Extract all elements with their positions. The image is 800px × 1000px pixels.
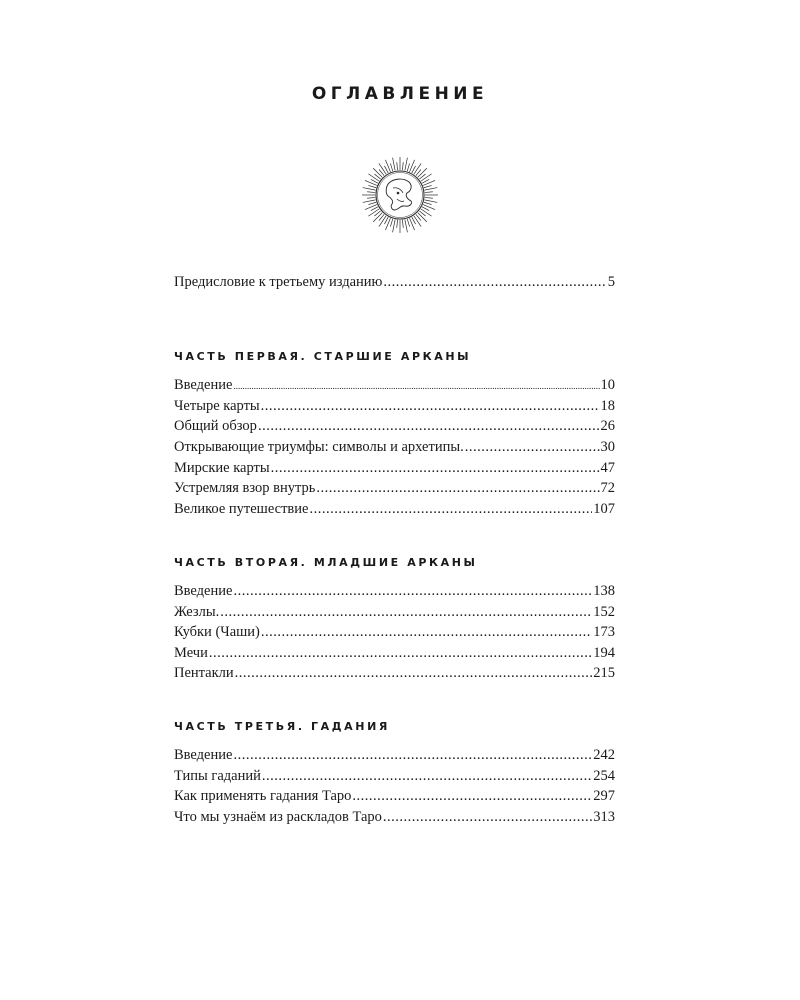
toc-entry-page: 254 bbox=[593, 768, 615, 784]
toc-leader-dots bbox=[309, 499, 592, 519]
page-title: ОГЛАВЛЕНИЕ bbox=[311, 84, 489, 104]
toc-entry-label: Введение bbox=[174, 583, 233, 599]
section-heading-part-1: ЧАСТЬ ПЕРВАЯ. СТАРШИЕ АРКАНЫ bbox=[174, 350, 472, 363]
toc-entry[interactable] bbox=[174, 478, 615, 498]
toc-leader-dots bbox=[261, 622, 592, 642]
toc-entry-label: Предисловие к третьему изданию bbox=[174, 274, 383, 290]
toc-leader-dots bbox=[383, 272, 606, 292]
toc-entry-page: 297 bbox=[593, 788, 615, 804]
toc-entry-label: Пентакли bbox=[174, 665, 234, 681]
toc-entry-page: 152 bbox=[593, 604, 615, 620]
toc-entry[interactable] bbox=[174, 807, 615, 827]
toc-entry-page: 138 bbox=[593, 583, 615, 599]
toc-entry-label: Что мы узнаём из раскладов Таро bbox=[174, 809, 382, 825]
toc-entry-page: 215 bbox=[593, 665, 615, 681]
section-heading-part-3: ЧАСТЬ ТРЕТЬЯ. ГАДАНИЯ bbox=[174, 720, 390, 733]
toc-entry[interactable] bbox=[174, 602, 615, 622]
toc-leader-dots bbox=[209, 643, 592, 663]
toc-entry-page: 47 bbox=[600, 460, 615, 476]
toc-leader-dots bbox=[352, 786, 592, 806]
toc-entry-page: 107 bbox=[593, 501, 615, 517]
toc-entry-page: 72 bbox=[600, 480, 615, 496]
toc-entry-page: 30 bbox=[600, 439, 615, 455]
toc-entry-label: Типы гаданий bbox=[174, 768, 261, 784]
toc-leader-dots bbox=[258, 416, 600, 436]
toc-entry[interactable] bbox=[174, 766, 615, 786]
toc-entry-preface[interactable] bbox=[174, 272, 615, 292]
toc-entry-label: Открывающие триумфы: символы и архетипы. bbox=[174, 439, 464, 455]
toc-leader-dots bbox=[233, 581, 592, 601]
section-heading-part-2: ЧАСТЬ ВТОРАЯ. МЛАДШИЕ АРКАНЫ bbox=[174, 556, 478, 569]
toc-leader-dots bbox=[262, 766, 592, 786]
toc-entry-label: Введение bbox=[174, 747, 233, 763]
toc-leader-dots bbox=[235, 663, 593, 683]
toc-leader-dots bbox=[261, 396, 600, 416]
sun-emblem-icon bbox=[359, 155, 441, 235]
toc-entry-label: Жезлы. bbox=[174, 604, 220, 620]
toc-entry-page: 26 bbox=[600, 418, 615, 434]
toc-leader-dots bbox=[316, 478, 599, 498]
toc-entry[interactable] bbox=[174, 416, 615, 436]
toc-entry[interactable] bbox=[174, 396, 615, 416]
toc-entry-label: Как применять гадания Таро bbox=[174, 788, 352, 804]
toc-entry[interactable] bbox=[174, 643, 615, 663]
toc-entry[interactable] bbox=[174, 499, 615, 519]
toc-entry-label: Устремляя взор внутрь bbox=[174, 480, 316, 496]
toc-entry-page: 242 bbox=[593, 747, 615, 763]
toc-entry[interactable] bbox=[174, 581, 615, 601]
toc-entry-label: Введение bbox=[174, 377, 233, 393]
toc-entry-page: 173 bbox=[593, 624, 615, 640]
toc-leader-dots bbox=[271, 458, 600, 478]
toc-entry-label: Общий обзор bbox=[174, 418, 257, 434]
toc-entry-page: 5 bbox=[607, 274, 615, 290]
toc-entry[interactable] bbox=[174, 622, 615, 642]
toc-entry-label: Мирские карты bbox=[174, 460, 270, 476]
toc-entry-label: Кубки (Чаши) bbox=[174, 624, 260, 640]
toc-entry[interactable] bbox=[174, 786, 615, 806]
toc-entry-label: Мечи bbox=[174, 645, 208, 661]
toc-entry[interactable] bbox=[174, 663, 615, 683]
toc-leader-dots bbox=[220, 602, 592, 622]
toc-leader-dots bbox=[383, 807, 592, 827]
toc-entry-page: 194 bbox=[593, 645, 615, 661]
toc-entry-page: 10 bbox=[600, 377, 615, 393]
toc-entry-label: Великое путешествие bbox=[174, 501, 309, 517]
toc-entry-page: 18 bbox=[600, 398, 615, 414]
toc-leader-dots bbox=[233, 376, 599, 396]
toc-entry[interactable] bbox=[174, 375, 615, 395]
toc-leader-dots bbox=[233, 745, 592, 765]
toc-entry-page: 313 bbox=[593, 809, 615, 825]
toc-entry[interactable] bbox=[174, 437, 615, 457]
toc-leader-dots bbox=[465, 437, 600, 457]
toc-entry[interactable] bbox=[174, 458, 615, 478]
toc-entry-label: Четыре карты bbox=[174, 398, 260, 414]
toc-entry[interactable] bbox=[174, 745, 615, 765]
